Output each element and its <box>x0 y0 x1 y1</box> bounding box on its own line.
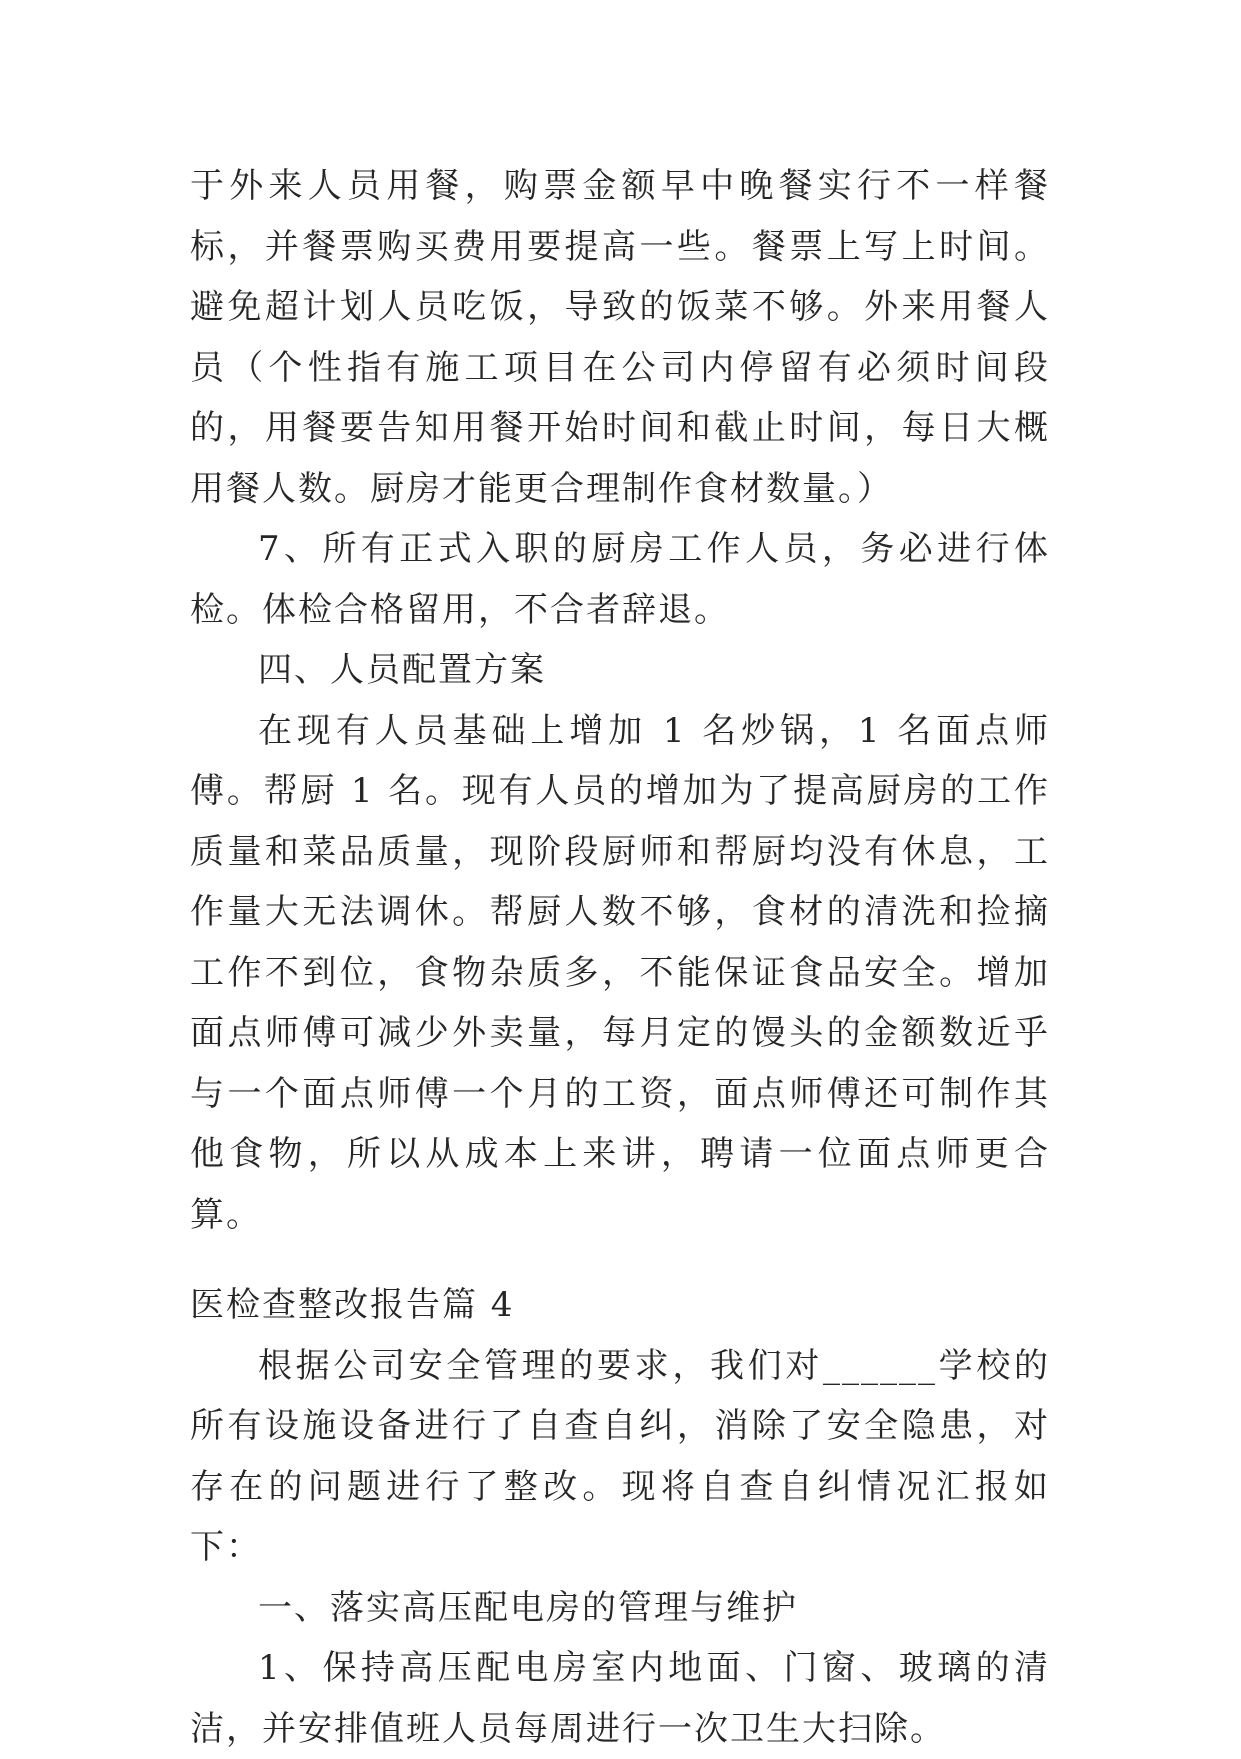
paragraph-heading-staffing-plan: 四、人员配置方案 <box>258 650 546 690</box>
paragraph-item-7-health-check: 7、所有正式入职的厨房工作人员，务必进行体检。体检合格留用，不合者辞退。 <box>190 529 1050 630</box>
paragraph-meal-tickets: 于外来人员用餐，购票金额早中晚餐实行不一样餐标，并餐票购买费用要提高一些。餐票上写上时间。避免超计划人员吃饭，导致的饭菜不够。外来用餐人员（个性指有施工项目在公司内停留有必须时间段的，用餐要告知用餐开始时间和截止时间，每日大概用餐人数。厨房才能更合理制作食材数量。） <box>190 166 1050 509</box>
paragraph-power-room-cleaning: 1、保持高压配电房室内地面、门窗、玻璃的清洁，并安排值班人员每周进行一次卫生大扫除。 <box>190 1648 1050 1749</box>
paragraph-heading-power-room: 一、落实高压配电房的管理与维护 <box>258 1587 798 1628</box>
document-body <box>190 156 1050 1759</box>
paragraph-self-inspection-intro: 根据公司安全管理的要求，我们对______学校的所有设施设备进行了自查自纠，消除了安全隐患，对存在的问题进行了整改。现将自查自纠情况汇报如下： <box>190 1345 1050 1567</box>
section-title: 医检查整改报告篇 4 <box>190 1285 515 1325</box>
paragraph-staffing-details: 在现有人员基础上增加 1 名炒锅，1 名面点师傅。帮厨 1 名。现有人员的增加为了提高厨房的工作质量和菜品质量，现阶段厨师和帮厨均没有休息，工作量大无法调休。帮厨人数不够，食材的清洗和捡摘工作不到位，食物杂质多，不能保证食品安全。增加面点师傅可减少外卖量，每月定的馒头的金额数近乎与一个面点师傅一个月的工资，面点师傅还可制作其他食物，所以从成本上来讲，聘请一位面点师更合算。 <box>190 710 1050 1235</box>
